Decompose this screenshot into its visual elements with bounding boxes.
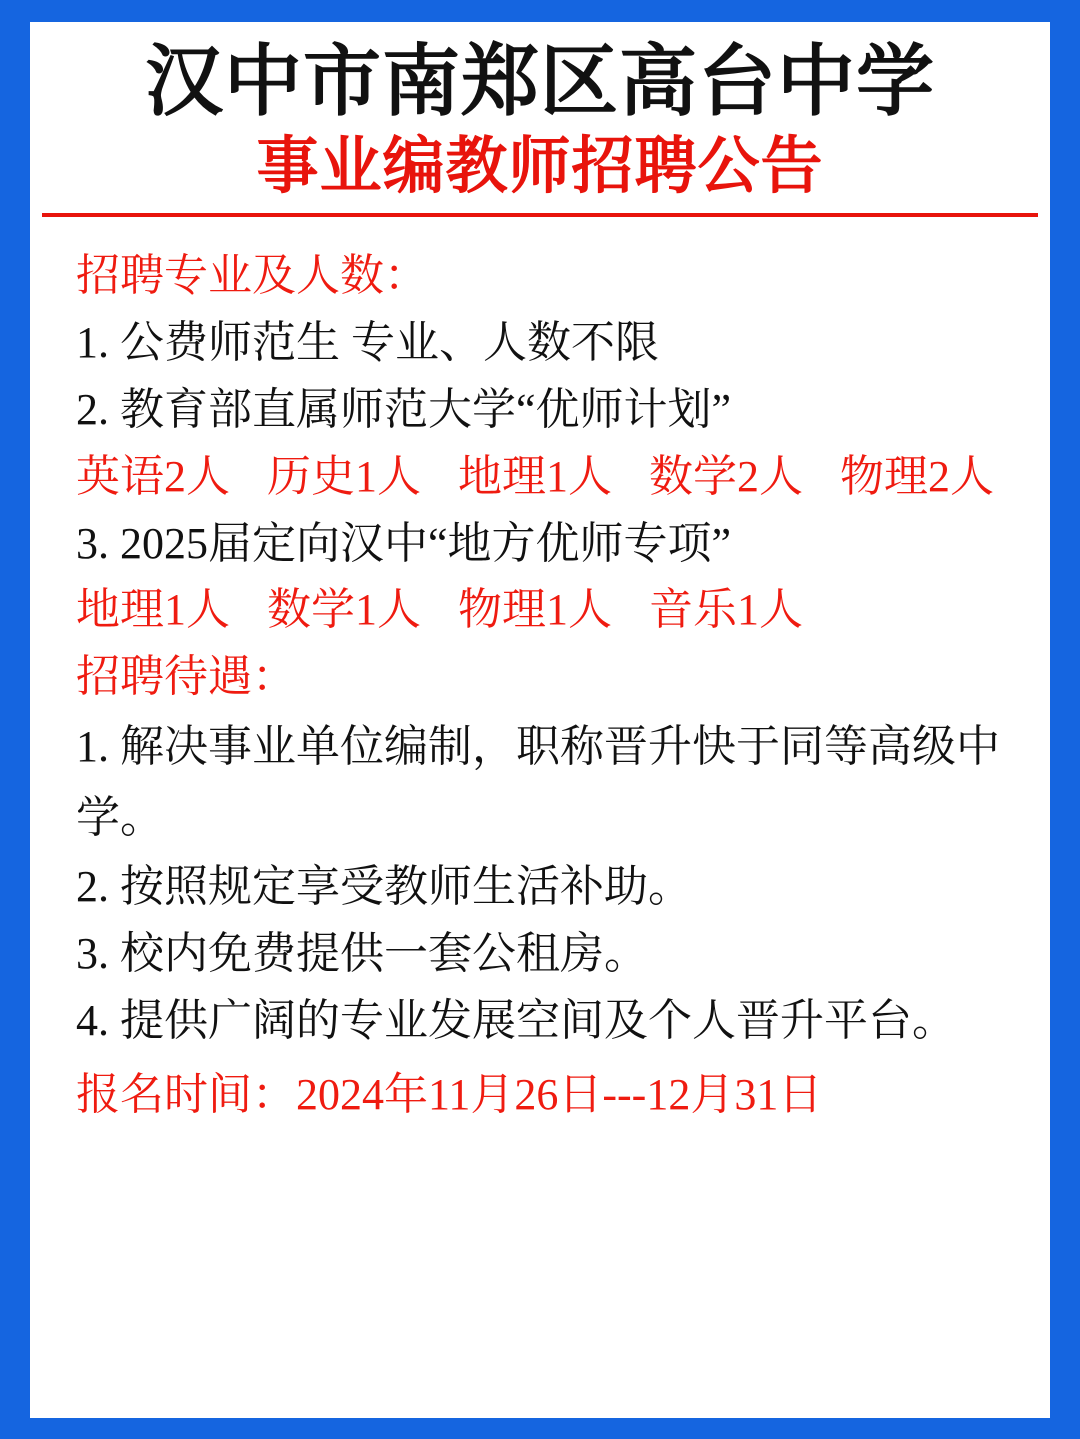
- major-count: 音乐1人: [649, 585, 803, 635]
- major-item-2: 2. 教育部直属师范大学“优师计划”: [76, 384, 732, 434]
- major-count: 数学1人: [267, 585, 421, 635]
- major-count: 物理2人: [840, 451, 994, 501]
- body-block: [30, 217, 1050, 1131]
- major-count: 地理1人: [76, 585, 230, 635]
- major-count: 数学2人: [649, 451, 803, 501]
- section-heading-benefits: 招聘待遇：: [76, 652, 296, 702]
- major-item-1: 1. 公费师范生 专业、人数不限: [76, 317, 659, 367]
- page-title: 汉中市南郑区高台中学: [144, 37, 935, 127]
- major-item-3: 3. 2025届定向汉中“地方优师专项”: [76, 518, 732, 568]
- poster-card: [30, 22, 1050, 1418]
- signup-period: 报名时间：2024年11月26日---12月31日: [76, 1070, 823, 1120]
- major-count: 英语2人: [76, 451, 230, 501]
- major-count: 物理1人: [458, 585, 612, 635]
- benefit-item-1: 1. 解决事业单位编制，职称晋升快于同等高级中学。: [76, 722, 1000, 843]
- major-item-3-counts: [76, 577, 1014, 644]
- major-item-2-counts: [76, 444, 1014, 511]
- benefit-item-4: 4. 提供广阔的专业发展空间及个人晋升平台。: [76, 995, 956, 1045]
- benefit-item-3: 3. 校内免费提供一套公租房。: [76, 928, 648, 978]
- benefit-item-2: 2. 按照规定享受教师生活补助。: [76, 861, 692, 911]
- major-count: 地理1人: [458, 451, 612, 501]
- page-subtitle: 事业编教师招聘公告: [256, 128, 824, 202]
- title-block: [30, 22, 1050, 201]
- major-count: 历史1人: [267, 451, 421, 501]
- section-heading-majors: 招聘专业及人数：: [76, 251, 428, 301]
